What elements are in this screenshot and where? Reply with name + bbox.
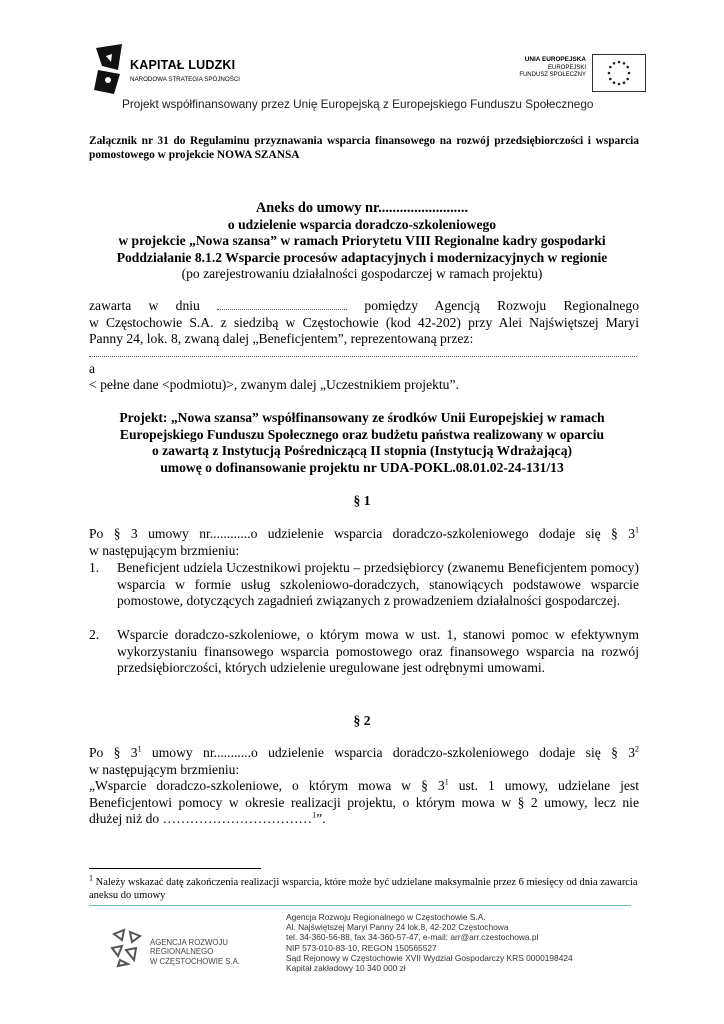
title-line4: Poddziałanie 8.1.2 Wsparcie procesów adaptacyjnych i modernizacyjnych w regionie <box>116 249 608 265</box>
section2-intro-a: Po § 3 <box>89 745 138 760</box>
kapital-ludzki-emblem-icon <box>92 40 128 98</box>
eu-logo-text <box>519 56 586 80</box>
section1-heading: § 1 <box>353 493 371 508</box>
section2-body <box>89 745 639 828</box>
section1-intro-a: Po § 3 umowy nr............o udzielenie wsparcia doradczo-szkoleniowego dodaje się § 3 <box>89 526 635 541</box>
arr-logo-line1: AGENCJA ROZWOJU <box>150 938 228 947</box>
section2-quote-sup2: 1 <box>312 810 317 820</box>
project-line1: Projekt: „Nowa szansa” współfinansowany ze środków Unii Europejskiej w ramach <box>119 410 605 425</box>
project-line2: Europejskiego Funduszu Społecznego oraz budżetu państwa realizowany w oparciu <box>119 426 605 442</box>
title-line2: o udzielenie wsparcia doradczo-szkoleniowego <box>227 216 497 232</box>
project-cofinancing-line: Projekt współfinansowany przez Unię Europejską z Europejskiego Funduszu Społecznego <box>122 97 594 111</box>
section1-item1-number: 1. <box>89 560 100 575</box>
section1-intro-line2: w następującym brzmieniu: <box>89 542 240 558</box>
arr-info-nip: NIP 573-010-83-10, REGON 150565527 <box>286 942 437 953</box>
section1-intro-line1 <box>89 526 639 543</box>
arr-info-capital: Kapitał zakładowy 10 340 000 zł <box>286 963 406 974</box>
section2-intro-line2: w następującym brzmieniu: <box>89 761 240 777</box>
section2-intro-line1 <box>89 745 639 762</box>
arr-info-court: Sąd Rejonowy w Częstochowie XVII Wydział Gospodarczy KRS 0000198424 <box>286 952 573 963</box>
parties-line2: w Częstochowie S.A. z siedzibą w Częstochowie (kod 42-202) przy Alei Najświętszej Maryi <box>89 314 639 330</box>
participant-line: < pełne dane <podmiotu)>, zwanym dalej „Uczestnikiem projektu”. <box>89 377 459 393</box>
section2-intro-sup1: 1 <box>137 744 142 754</box>
document-title <box>60 200 664 283</box>
annex-heading: Załącznik nr 31 do Regulaminu przyznawania wsparcia finansowego na rozwój przedsiębiorczości i wsparcia pomostowego w projekcie NOWA SZANSA <box>89 135 639 161</box>
kapital-ludzki-title: KAPITAŁ LUDZKI <box>130 58 236 72</box>
kapital-ludzki-logo <box>92 40 252 98</box>
eu-logo <box>500 54 646 92</box>
arr-logo-name <box>150 938 240 966</box>
parties-line1-a: zawarta w dniu <box>89 298 200 313</box>
section1-item1-text: Beneficjent udziela Uczestnikowi projektu – przedsiębiorcy (zwanemu Beneficjentem pomocy) wsparcia w formie usług szkoleniowo-doradczych, stanowiących podstawowe wsparcie pomostowe, dotyczących zagadnień związanych z prowadzeniem działalności gospodarczej. <box>117 560 639 609</box>
arr-contact-info <box>286 912 573 973</box>
parties-and: a <box>89 360 96 376</box>
representative-blank-field <box>89 348 637 357</box>
footnote-rule <box>89 868 261 869</box>
footer-divider <box>89 905 631 906</box>
section1-item2-number: 2. <box>89 627 100 642</box>
section2-quote-b: ust. 1 umowy, udzielane jest <box>448 778 640 794</box>
section2-intro-b: umowy nr...........o udzielenie wsparcia doradczo-szkoleniowego dodaje się § 3 <box>141 745 635 760</box>
eu-line1: UNIA EUROPEJSKA <box>524 56 586 63</box>
section2-heading: § 2 <box>353 713 371 728</box>
project-info <box>60 410 664 476</box>
eu-line3: FUNDUSZ SPOŁECZNY <box>519 72 586 78</box>
section1-intro <box>89 526 639 559</box>
arr-info-contact: tel. 34-360-56-88, fax 34-360-57-47, e-mail: arr@arr.czestochowa.pl <box>286 932 539 943</box>
date-blank-field <box>217 299 347 310</box>
footnote <box>89 873 649 902</box>
arr-logo-line2: REGIONALNEGO <box>150 947 214 957</box>
footnote-text: Należy wskazać datę zakończenia realizacji wsparcia, które może być udzielane maksymalnie przez 6 miesięcy od dnia zawarcia aneksu do umowy <box>89 877 638 901</box>
title-line5: (po zarejestrowaniu działalności gospodarczej w ramach projektu) <box>181 266 543 282</box>
section1-intro-sup: 1 <box>635 525 639 535</box>
title-line1: Aneks do umowy nr......................... <box>255 200 469 216</box>
section1-item2 <box>89 627 639 677</box>
kapital-ludzki-subtitle: NARODOWA STRATEGIA SPÓJNOŚCI <box>130 76 241 83</box>
section2-quote-line3 <box>89 811 639 828</box>
arr-logo-line3: W CZĘSTOCHOWIE S.A. <box>150 956 240 966</box>
section2-quote-line2: Beneficjentowi pomocy w okresie realizacji projektu, o którym mowa w § 2 umowy, lecz nie <box>89 794 639 810</box>
section2-quote-a: „Wsparcie doradczo-szkoleniowe, o którym mowa w § 3 <box>89 778 445 794</box>
eu-flag-icon <box>592 54 646 92</box>
parties-line1-b: pomiędzy Agencją Rozwoju Regionalnego <box>364 298 639 313</box>
project-line4: umowę o dofinansowanie projektu nr UDA-POKL.08.01.02-24-131/13 <box>160 459 564 475</box>
section2-quote-c: dłużej niż do …………………………… <box>89 811 313 827</box>
section1-item2-text: Wsparcie doradczo-szkoleniowe, o którym mowa w ust. 1, stanowi pomoc w efektywnym wykorzystaniu finansowego wsparcia pomostowego oraz finansowego wsparcia na rozwój przedsiębiorczości, których udzielenie uregulowane jest odrębnymi umowami. <box>117 627 639 676</box>
section1-item1 <box>89 560 639 610</box>
arr-emblem-icon <box>108 924 148 968</box>
arr-info-name: Agencja Rozwoju Regionalnego w Częstochowie S.A. <box>286 912 486 922</box>
section2-quote-line1 <box>89 778 639 795</box>
eu-line2: EUROPEJSKI <box>547 64 586 71</box>
footnote-number: 1 <box>89 873 93 883</box>
parties-line1 <box>89 298 639 315</box>
parties-line3: Panny 24, lok. 8, zwaną dalej „Beneficjentem”, reprezentowaną przez: <box>89 331 474 347</box>
title-line3: w projekcie „Nowa szansa” w ramach Priorytetu VIII Regionalne kadry gospodarki <box>118 233 606 249</box>
section2-quote-sup: 1 <box>444 777 449 787</box>
arr-info-address: Al. Najświętszej Maryi Panny 24 lok.8, 42-202 Częstochowa <box>286 922 509 933</box>
section2-intro-sup2: 2 <box>635 744 639 754</box>
section2-quote-end: ”. <box>316 811 326 827</box>
parties-section <box>89 298 639 394</box>
project-line3: o zawartą z Instytucją Pośredniczącą II stopnia (Instytucją Wdrażającą) <box>151 443 573 459</box>
